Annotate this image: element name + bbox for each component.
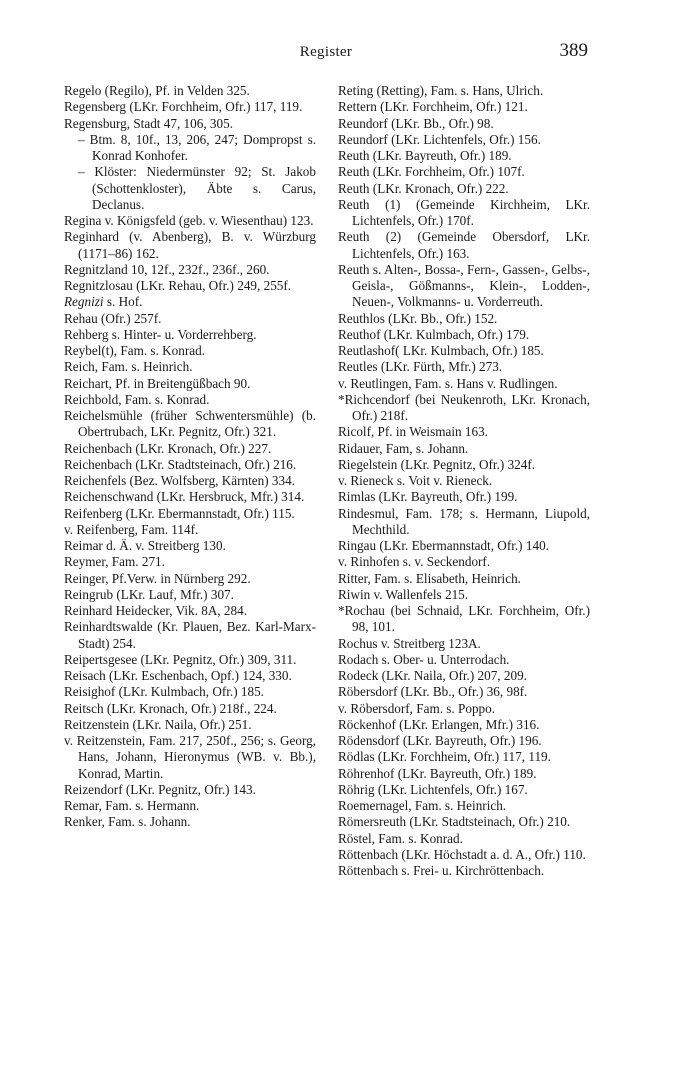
index-entry: Regnitzland 10, 12f., 232f., 236f., 260. [64,261,270,277]
index-entry: v. Rinhofen s. v. Seckendorf. [338,554,491,570]
index-entry: Reinger, Pf.Verw. in Nürnberg 292. [64,570,251,586]
index-entry: Reipertsgesee (LKr. Pegnitz, Ofr.) 309, 311. [64,651,297,667]
index-entry: Reinhard Heidecker, Vik. 8A, 284. [64,603,248,618]
index-entry: Römersreuth (LKr. Stadtsteinach, Ofr.) 210. [338,814,571,830]
index-entry: Regnitzlosau (LKr. Rehau, Ofr.) 249, 255f. [64,278,292,293]
index-entry: Reich, Fam. s. Heinrich. [64,359,193,375]
index-entry: Reimar d. Ä. v. Streitberg 130. [64,538,226,553]
index-entry: *Rochau (bei Schnaid, LKr. Forchheim, Ofr.) 98, 101. [338,603,590,635]
index-entry: – Btm. 8, 10f., 13, 206, 247; Dompropst s. Konrad Konhofer. [78,131,316,163]
index-entry: Reifenberg (LKr. Ebermannstadt, Ofr.) 115. [64,505,295,521]
index-entry: Reuth (LKr. Forchheim, Ofr.) 107f. [338,164,525,180]
index-entry: Reutlashof( LKr. Kulmbach, Ofr.) 185. [338,343,544,358]
index-entry: v. Röbersdorf, Fam. s. Poppo. [338,700,496,716]
index-entry: Reginhard (v. Abenberg), B. v. Würzburg (1171–86) 162. [64,229,316,261]
index-entry: Regnizi s. Hof. [64,294,143,310]
index-entry: v. Rieneck s. Voit v. Rieneck. [338,473,493,488]
index-entry: Reichenfels (Bez. Wolfsberg, Kärnten) 334. [64,473,295,488]
index-entry: Rödensdorf (LKr. Bayreuth, Ofr.) 196. [338,733,542,748]
index-entry: Rochus v. Streitberg 123A. [338,635,481,651]
index-entry: v. Reitzenstein, Fam. 217, 250f., 256; s. Georg, Hans, Johann, Hieronymus (WB. v. Bb.), Konrad, Martin. [64,733,316,781]
index-entry: Reingrub (LKr. Lauf, Mfr.) 307. [64,586,234,602]
index-entry: Reuth (2) (Gemeinde Obersdorf, LKr. Lichtenfels, Ofr.) 163. [338,229,590,261]
index-entry: Reisighof (LKr. Kulmbach, Ofr.) 185. [64,684,264,700]
index-entry: Reuthof (LKr. Kulmbach, Ofr.) 179. [338,326,530,342]
index-entry: Rödlas (LKr. Forchheim, Ofr.) 117, 119. [338,749,551,765]
index-entry: Remar, Fam. s. Hermann. [64,798,200,813]
index-entry: Reuth s. Alten-, Bossa-, Fern-, Gassen-, Gelbs-, Geisla-, Gößmanns-, Klein-, Lodden-, Neuen-, Volkmanns- u. Vorderreuth. [338,261,590,310]
index-entry: Rehberg s. Hinter- u. Vorderrehberg. [64,326,257,342]
index-entry: Rodeck (LKr. Naila, Ofr.) 207, 209. [338,668,527,683]
index-entry: Riegelstein (LKr. Pegnitz, Ofr.) 324f. [338,456,536,472]
index-entry: Rehau (Ofr.) 257f. [64,310,162,326]
index-entry: Reizendorf (LKr. Pegnitz, Ofr.) 143. [64,781,256,797]
index-entry: *Richcendorf (bei Neukenroth, LKr. Kronach, Ofr.) 218f. [338,391,590,423]
index-entry: Roemernagel, Fam. s. Heinrich. [338,798,507,813]
index-entry: Röbersdorf (LKr. Bb., Ofr.) 36, 98f. [338,684,528,700]
index-entry: Röttenbach s. Frei- u. Kirchröttenbach. [338,863,545,878]
index-entry: Regensburg, Stadt 47, 106, 305. [64,115,233,131]
index-entry: Renker, Fam. s. Johann. [64,814,191,830]
index-entry: Reinhardtswalde (Kr. Plauen, Bez. Karl-Marx-Stadt) 254. [64,619,316,651]
index-entry: v. Reifenberg, Fam. 114f. [64,521,199,537]
index-entry: Reuthlos (LKr. Bb., Ofr.) 152. [338,310,498,326]
index-entry: Rettern (LKr. Forchheim, Ofr.) 121. [338,99,528,115]
index-entry: Reting (Retting), Fam. s. Hans, Ulrich. [338,83,544,98]
index-entry: Röhrig (LKr. Lichtenfels, Ofr.) 167. [338,781,528,797]
page-header [64,40,588,70]
index-entry: Regelo (Regilo), Pf. in Velden 325. [64,83,250,98]
index-entry: Reichenbach (LKr. Stadtsteinach, Ofr.) 216. [64,456,297,472]
index-entry: Rimlas (LKr. Bayreuth, Ofr.) 199. [338,489,518,505]
index-entry: Rindesmul, Fam. 178; s. Hermann, Liupold, Mechthild. [338,505,590,537]
index-entry: Regina v. Königsfeld (geb. v. Wiesenthau) 123. [64,213,314,228]
index-entry: Reuth (1) (Gemeinde Kirchheim, LKr. Lichtenfels, Ofr.) 170f. [338,196,590,228]
index-entry: Reundorf (LKr. Bb., Ofr.) 98. [338,115,494,131]
index-entry: Ringau (LKr. Ebermannstadt, Ofr.) 140. [338,538,549,553]
index-entry: Reitzenstein (LKr. Naila, Ofr.) 251. [64,716,252,732]
index-entry: Reichbold, Fam. s. Konrad. [64,391,210,407]
index-entry: Reisach (LKr. Eschenbach, Opf.) 124, 330. [64,668,292,683]
index-entry: Ricolf, Pf. in Weismain 163. [338,424,488,440]
index-entry: Röhrenhof (LKr. Bayreuth, Ofr.) 189. [338,765,537,781]
index-entry: Ritter, Fam. s. Elisabeth, Heinrich. [338,570,521,586]
index-entry: Röttenbach (LKr. Höchstadt a. d. A., Ofr.) 110. [338,846,586,862]
index-entry: Reichenbach (LKr. Kronach, Ofr.) 227. [64,440,272,456]
index-entry: Riwin v. Wallenfels 215. [338,586,469,602]
index-entry: Röstel, Fam. s. Konrad. [338,830,463,846]
index-entry: Reundorf (LKr. Lichtenfels, Ofr.) 156. [338,131,541,147]
index-entry: Ridauer, Fam, s. Johann. [338,440,469,456]
running-title: Register [299,44,353,60]
index-entry: Reichelsmühle (früher Schwentersmühle) (b. Obertrubach, LKr. Pegnitz, Ofr.) 321. [64,408,316,440]
index-entry: Reutles (LKr. Fürth, Mfr.) 273. [338,359,503,375]
index-entry: Reymer, Fam. 271. [64,554,165,570]
index-entry: Reichenschwand (LKr. Hersbruck, Mfr.) 314. [64,489,305,505]
index-column-left [64,83,316,831]
index-entry: Reitsch (LKr. Kronach, Ofr.) 218f., 224. [64,700,277,716]
index-entry: Reuth (LKr. Kronach, Ofr.) 222. [338,180,509,196]
index-entry: Regensberg (LKr. Forchheim, Ofr.) 117, 119. [64,99,303,115]
index-entry: Reichart, Pf. in Breitengüßbach 90. [64,375,251,391]
index-entry: Reuth (LKr. Bayreuth, Ofr.) 189. [338,148,512,163]
index-entry: Reybel(t), Fam. s. Konrad. [64,343,206,358]
index-column-right [338,83,590,879]
page-number: 389 [559,40,588,61]
index-entry: Röckenhof (LKr. Erlangen, Mfr.) 316. [338,716,540,732]
index-entry: v. Reutlingen, Fam. s. Hans v. Rudlingen. [338,375,558,391]
index-entry: Rodach s. Ober- u. Unterrodach. [338,651,510,667]
index-entry: – Klöster: Niedermünster 92; St. Jakob (Schottenkloster), Äbte s. Carus, Declanus. [78,164,316,212]
